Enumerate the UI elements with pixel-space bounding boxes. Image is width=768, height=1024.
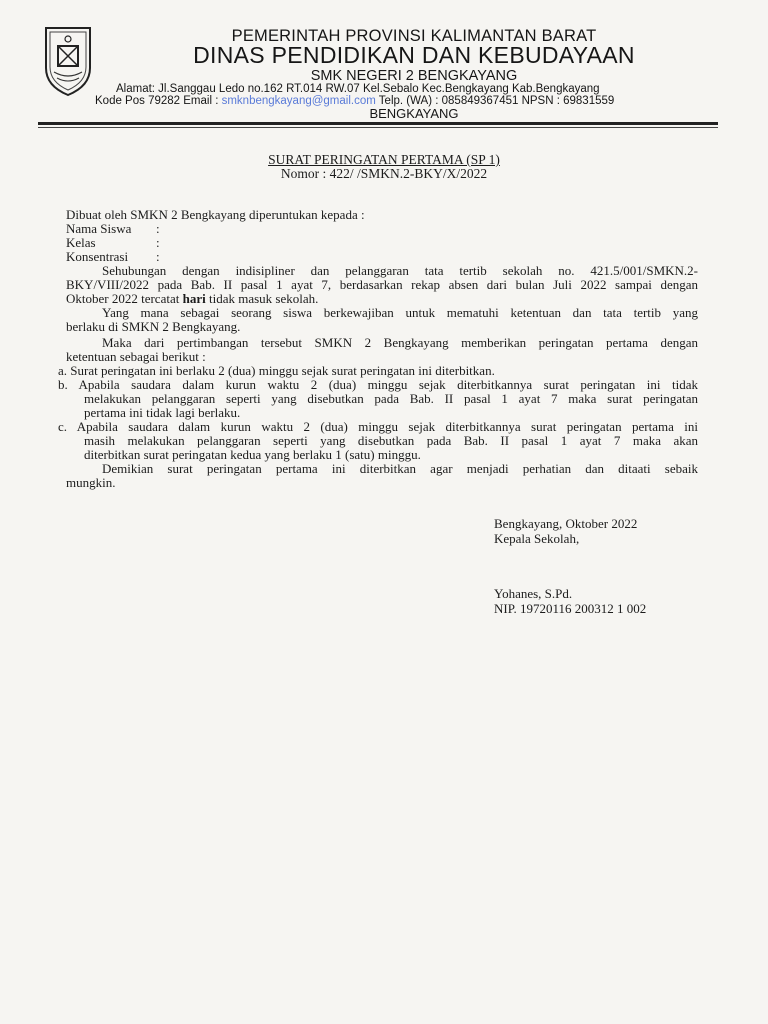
list-item-c-cont: masih melakukan pelanggaran seperti yang disebutkan pada Bab. II pasal 1 ayat 7 maka akan: [84, 433, 698, 448]
contact-prefix: Kode Pos 79282 Email :: [95, 95, 222, 107]
field-student-name: Nama Siswa :: [66, 221, 160, 236]
paragraph-line: Yang mana sebagai seorang siswa berkewajiban untuk mematuhi ketentuan dan tata tertib yang: [102, 305, 698, 320]
paragraph-line: berlaku di SMKN 2 Bengkayang.: [66, 319, 241, 334]
school-emblem-logo: [40, 24, 96, 98]
closing-line: Demikian surat peringatan pertama ini diterbitkan agar menjadi perhatian dan ditaati sebaik: [102, 461, 698, 476]
signature-nip: NIP. 19720116 200312 1 002: [494, 601, 647, 616]
paragraph-line: ketentuan sebagai berikut :: [66, 349, 206, 364]
signature-place-date: Bengkayang, Oktober 2022: [494, 516, 638, 531]
signature-name: Yohanes, S.Pd.: [494, 586, 573, 601]
paragraph-line: Oktober 2022 tercatat hari tidak masuk sekolah.: [66, 291, 319, 306]
letter-title: SURAT PERINGATAN PERTAMA (SP 1): [268, 152, 500, 167]
field-class: Kelas :: [66, 235, 160, 250]
field-concentration: Konsentrasi :: [66, 249, 160, 264]
contact-suffix: Telp. (WA) : 085849367451 NPSN : 69831559: [375, 95, 615, 107]
intro-line: Dibuat oleh SMKN 2 Bengkayang diperuntukan kepada :: [66, 207, 365, 222]
paragraph-line: BKY/VIII/2022 pada Bab. II pasal 1 ayat 7, berdasarkan rekap absen dari bulan Juli 2022 sampai dengan: [66, 277, 698, 292]
signature-position: Kepala Sekolah,: [494, 531, 580, 546]
list-item-c: c. Apabila saudara dalam kurun waktu 2 (dua) minggu sejak diterbitkannya surat peringatan pertama ini: [58, 419, 698, 434]
letterhead-divider-thin: [38, 127, 718, 128]
closing-line: mungkin.: [66, 475, 116, 490]
letterhead-government: PEMERINTAH PROVINSI KALIMANTAN BARAT: [231, 27, 597, 45]
list-item-b-cont: pertama ini tidak lagi berlaku.: [84, 405, 241, 420]
list-item-c-cont: diterbitkan surat peringatan kedua yang berlaku 1 (satu) minggu.: [84, 447, 421, 462]
letter-number: Nomor : 422/ /SMKN.2-BKY/X/2022: [280, 166, 488, 181]
letterhead-divider: [38, 122, 718, 125]
letterhead-address: Alamat: Jl.Sanggau Ledo no.162 RT.014 RW.07 Kel.Sebalo Kec.Bengkayang Kab.Bengkayang: [116, 83, 600, 95]
paragraph-line: Maka dari pertimbangan tersebut SMKN 2 Bengkayang memberikan peringatan pertama dengan: [102, 335, 698, 350]
list-item-b: b. Apabila saudara dalam kurun waktu 2 (dua) minggu sejak diterbitkannya surat peringatan ini tidak: [58, 377, 698, 392]
paragraph-line: Sehubungan dengan indisipliner dan pelanggaran tata tertib sekolah no. 421.5/001/SMKN.2-: [102, 263, 698, 278]
list-item-a: a. Surat peringatan ini berlaku 2 (dua) minggu sejak surat peringatan ini diterbitkan.: [58, 363, 495, 378]
letterhead-city: BENGKAYANG: [369, 106, 459, 121]
list-item-b-cont: melakukan pelanggaran seperti yang disebutkan pada Bab. II pasal 1 ayat 7 maka surat peringatan: [84, 391, 698, 406]
letterhead-school: SMK NEGERI 2 BENGKAYANG: [310, 68, 518, 84]
email-link[interactable]: smknbengkayang@gmail.com: [221, 95, 376, 107]
letterhead-agency: DINAS PENDIDIKAN DAN KEBUDAYAAN: [193, 42, 635, 68]
